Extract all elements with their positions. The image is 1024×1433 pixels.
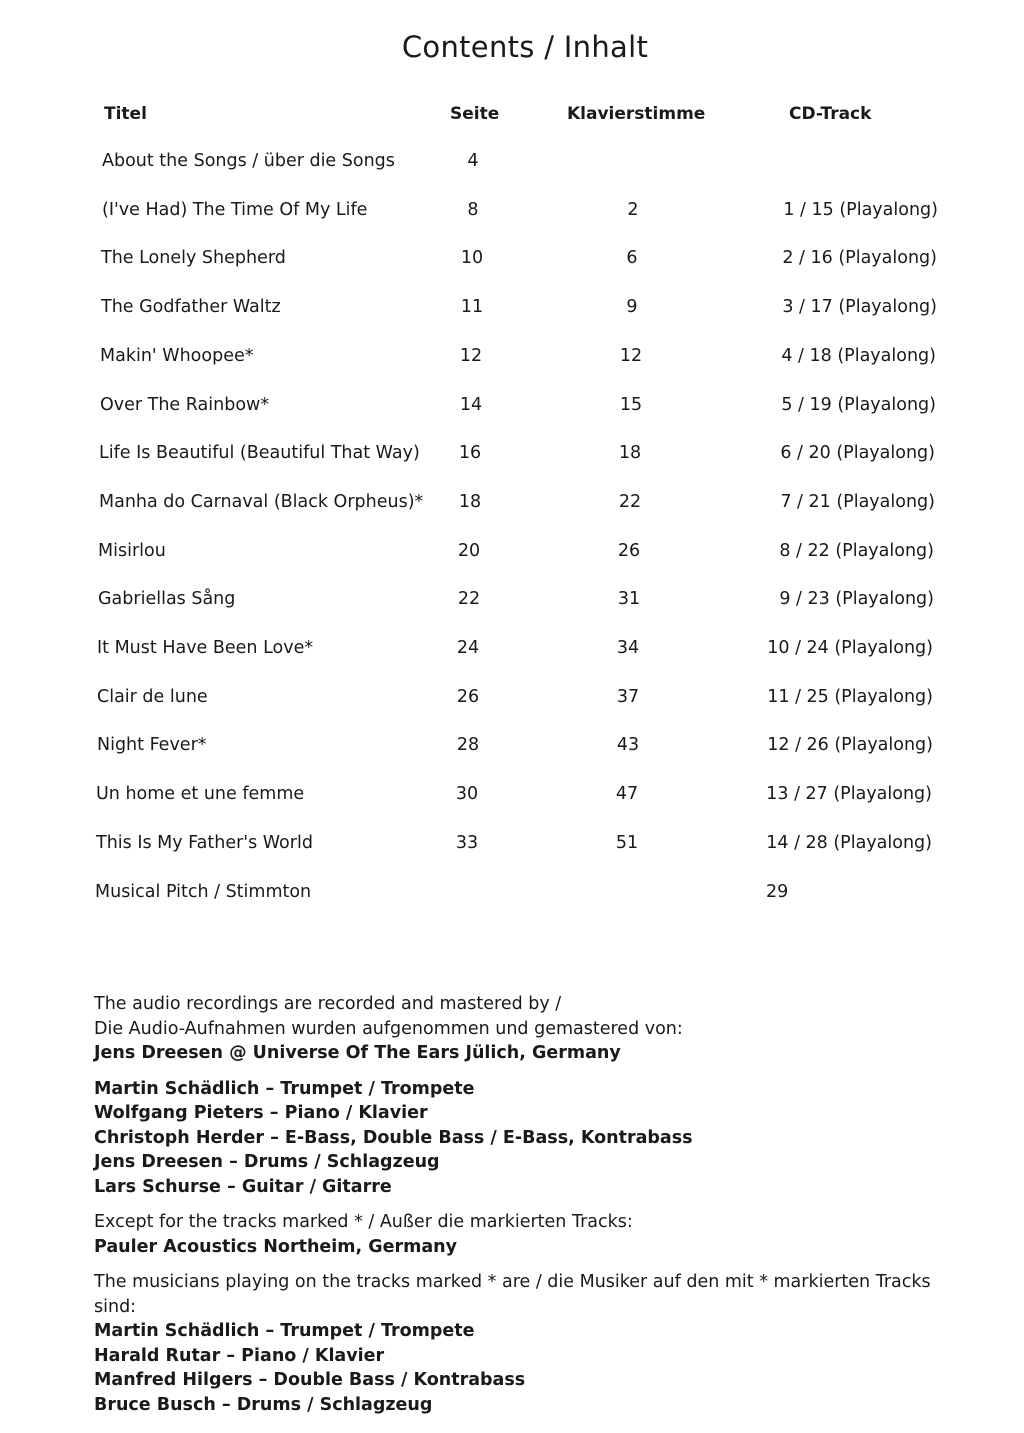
except-line: Except for the tracks marked * / Außer die markierten Tracks: — [94, 1212, 633, 1232]
column-header-page: Seite — [450, 104, 500, 124]
song-title: Life Is Beautiful (Beautiful That Way) — [99, 443, 420, 464]
toc-row — [0, 200, 1024, 230]
page-number: 12 — [459, 345, 483, 366]
recording-studio: Jens Dreesen @ Universe Of The Ears Jülich, Germany — [94, 1043, 621, 1063]
piano-page: 26 — [617, 540, 641, 561]
marked-musician: Manfred Hilgers – Double Bass / Kontrabass — [94, 1370, 526, 1390]
piano-page: 18 — [618, 443, 642, 464]
page-number: 33 — [455, 832, 479, 853]
toc-row — [0, 395, 1022, 425]
piano-page: 43 — [616, 735, 640, 756]
piano-page: 51 — [615, 832, 639, 853]
musician: Jens Dreesen – Drums / Schlagzeug — [94, 1152, 440, 1172]
page-title: Contents / Inhalt — [401, 30, 649, 64]
recording-credit — [94, 992, 974, 1066]
page-number: 16 — [458, 443, 482, 464]
toc-row — [0, 687, 1019, 717]
piano-page: 9 — [626, 297, 638, 318]
song-title: The Lonely Shepherd — [101, 248, 286, 269]
marked-musician: Martin Schädlich – Trumpet / Trompete — [94, 1321, 475, 1341]
cd-track: 6 / 20 (Playalong) — [780, 443, 935, 464]
except-credit — [94, 1210, 974, 1259]
song-title: Musical Pitch / Stimmton — [95, 881, 312, 902]
toc-row — [0, 882, 1017, 912]
credits-section — [94, 992, 974, 1428]
column-header-piano: Klavierstimme — [567, 104, 706, 124]
cd-track: 7 / 21 (Playalong) — [780, 491, 935, 512]
piano-page: 15 — [619, 394, 643, 415]
toc-row — [0, 784, 1018, 814]
page-number: 14 — [459, 394, 483, 415]
page-number: 24 — [456, 638, 480, 658]
toc-row — [0, 833, 1018, 863]
page-number: 4 — [467, 151, 479, 171]
piano-page: 31 — [617, 589, 641, 610]
toc-row — [0, 735, 1019, 765]
song-title: Gabriellas Sång — [98, 589, 236, 610]
cd-track: 29 — [766, 881, 789, 902]
marked-musician: Bruce Busch – Drums / Schlagzeug — [94, 1394, 433, 1415]
page-number: 11 — [460, 297, 484, 318]
toc-row — [0, 443, 1021, 473]
toc-row — [0, 589, 1020, 619]
song-title: Misirlou — [98, 540, 166, 561]
toc-row — [0, 346, 1022, 376]
cd-track: 9 / 23 (Playalong) — [779, 589, 934, 610]
cd-track: 10 / 24 (Playalong) — [767, 638, 933, 658]
piano-page: 34 — [616, 638, 640, 658]
recording-line-de: Die Audio-Aufnahmen wurden aufgenommen und gemastered von: — [94, 1018, 683, 1039]
musician: Martin Schädlich – Trumpet / Trompete — [94, 1078, 475, 1099]
page-number: 18 — [458, 491, 482, 512]
cd-track: 3 / 17 (Playalong) — [782, 297, 937, 318]
toc-row — [0, 638, 1019, 668]
toc-row — [0, 541, 1020, 571]
song-title: Manha do Carnaval (Black Orpheus)* — [99, 491, 424, 512]
song-title: Un home et une femme — [96, 784, 305, 805]
cd-track: 14 / 28 (Playalong) — [766, 832, 932, 853]
toc-row — [0, 151, 1024, 181]
piano-page: 12 — [619, 345, 643, 366]
musician: Lars Schurse – Guitar / Gitarre — [94, 1176, 392, 1197]
song-title: Makin' Whoopee* — [100, 345, 254, 366]
marked-musician: Harald Rutar – Piano / Klavier — [94, 1345, 385, 1366]
musician: Wolfgang Pieters – Piano / Klavier — [94, 1103, 428, 1123]
cd-track: 8 / 22 (Playalong) — [779, 540, 934, 561]
musician: Christoph Herder – E-Bass, Double Bass / E-Bass, Kontrabass — [94, 1127, 693, 1148]
toc-row — [0, 248, 1023, 278]
cd-track: 5 / 19 (Playalong) — [781, 394, 936, 415]
song-title: It Must Have Been Love* — [97, 638, 314, 658]
page-number: 30 — [455, 784, 479, 805]
cd-track: 11 / 25 (Playalong) — [767, 686, 933, 707]
toc-row — [0, 297, 1023, 327]
cd-track: 13 / 27 (Playalong) — [766, 784, 932, 805]
cd-track: 1 / 15 (Playalong) — [783, 199, 938, 220]
page-number: 8 — [467, 199, 479, 220]
song-title: About the Songs / über die Songs — [102, 151, 395, 171]
song-title: Night Fever* — [97, 735, 207, 756]
song-title: This Is My Father's World — [96, 832, 313, 853]
piano-page: 47 — [615, 784, 639, 805]
column-header-title: Titel — [104, 104, 147, 124]
piano-page: 6 — [626, 248, 638, 269]
song-title: The Godfather Waltz — [101, 297, 281, 318]
song-title: Clair de lune — [97, 686, 208, 707]
toc-row — [0, 492, 1021, 522]
page-number: 28 — [456, 735, 480, 756]
marked-credit — [94, 1270, 974, 1417]
recording-line-en: The audio recordings are recorded and mastered by / — [94, 994, 562, 1014]
column-header-track: CD-Track — [789, 104, 872, 124]
page-number: 20 — [457, 540, 481, 561]
page-number: 22 — [457, 589, 481, 610]
piano-page: 37 — [616, 686, 640, 707]
musicians-list — [94, 1077, 974, 1200]
piano-page: 2 — [627, 199, 639, 220]
song-title: (I've Had) The Time Of My Life — [102, 199, 368, 220]
page-number: 26 — [456, 686, 480, 707]
except-studio: Pauler Acoustics Northeim, Germany — [94, 1236, 458, 1257]
cd-track: 4 / 18 (Playalong) — [781, 345, 936, 366]
cd-track: 2 / 16 (Playalong) — [782, 248, 937, 269]
song-title: Over The Rainbow* — [100, 394, 270, 415]
page-number: 10 — [460, 248, 484, 269]
piano-page: 22 — [618, 491, 642, 512]
cd-track: 12 / 26 (Playalong) — [767, 735, 933, 756]
marked-line: The musicians playing on the tracks marked * are / die Musiker auf den mit * markierten Tracks sind: — [94, 1272, 931, 1317]
